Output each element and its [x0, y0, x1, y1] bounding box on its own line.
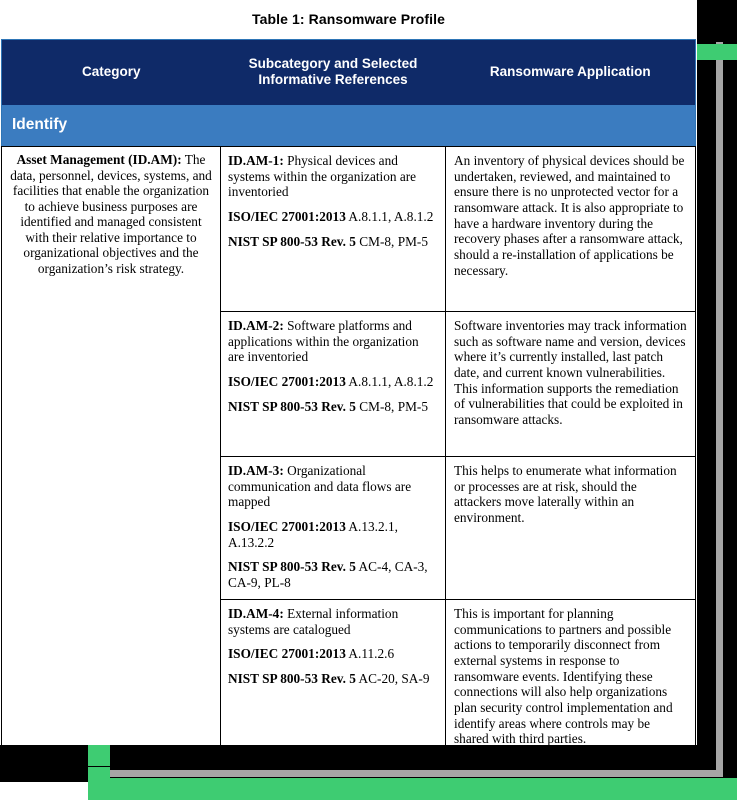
reference-standard-name: NIST SP 800-53 Rev. 5 — [228, 559, 356, 575]
subcategory-cell — [221, 147, 446, 312]
informative-reference — [228, 559, 437, 590]
column-header-subcategory-line1: Subcategory and Selected — [248, 55, 418, 71]
table-header — [2, 40, 696, 106]
informative-reference — [228, 646, 437, 662]
table-body — [2, 105, 696, 766]
table-caption: Table 1: Ransomware Profile — [251, 11, 446, 27]
informative-reference — [228, 671, 437, 687]
column-header-category: Category — [2, 40, 221, 106]
informative-reference — [228, 374, 437, 390]
subcategory-id: ID.AM-1: — [228, 153, 284, 168]
informative-reference — [228, 234, 437, 250]
column-header-subcategory-line2: Informative References — [258, 72, 408, 87]
subcategory-statement — [228, 318, 437, 365]
subcategory-statement — [228, 153, 437, 200]
subcategory-cell — [221, 457, 446, 600]
subcategory-text: Organizational communication and data flows are mapped — [228, 463, 412, 510]
reference-standard-name: ISO/IEC 27001:2013 — [228, 519, 346, 535]
category-title: Asset Management (ID.AM): — [16, 152, 182, 167]
section-label-identify: Identify — [2, 105, 696, 147]
reference-controls: A.11.2.6 — [345, 646, 395, 662]
column-header-subcategory — [221, 40, 446, 106]
subcategory-cell — [221, 312, 446, 457]
reference-standard-name: NIST SP 800-53 Rev. 5 — [228, 398, 356, 414]
subcategory-text: Physical devices and systems within the organization are inventoried — [228, 153, 417, 200]
ransomware-application-cell: Software inventories may track information such as software name and version, devices where it’s currently installed, last patch date, and current known vulnerabilities. This information supports the remediation of vulnerabilities that could be exploited in ransomware attacks. — [446, 312, 696, 457]
reference-controls: CM-8, PM-5 — [355, 398, 428, 414]
table-header-row — [2, 40, 696, 106]
subcategory-statement — [228, 463, 437, 510]
decorative-gray-shadow-vertical — [716, 42, 723, 777]
ransomware-application-cell: This helps to enumerate what information or processes are at risk, should the attackers move laterally within an environment. — [446, 457, 696, 600]
informative-reference — [228, 209, 437, 225]
subcategory-text: External information systems are catalogued — [228, 605, 399, 637]
subcategory-id: ID.AM-4: — [228, 605, 284, 621]
category-description: The data, personnel, devices, systems, and facilities that enable the organization to achieve business purposes are identified and managed consistent with their relative importance to organizational objectives and the organization’s risk strategy. — [10, 152, 212, 276]
subcategory-statement — [228, 606, 437, 637]
reference-standard-name: ISO/IEC 27001:2013 — [228, 209, 346, 225]
ransomware-application-cell: An inventory of physical devices should be undertaken, reviewed, and maintained to ensure there is no unprotected vector for a ransomware attack. It is also appropriate to have a hardware inventory during the recovery phases after a ransomware attack, should a re-installation of applications be necessary. — [446, 147, 696, 312]
reference-controls: A.8.1.1, A.8.1.2 — [345, 209, 434, 225]
subcategory-text: Software platforms and applications within the organization are inventoried — [228, 318, 419, 365]
reference-standard-name: ISO/IEC 27001:2013 — [228, 374, 346, 390]
reference-standard-name: NIST SP 800-53 Rev. 5 — [228, 233, 356, 249]
reference-standard-name: ISO/IEC 27001:2013 — [228, 646, 346, 662]
reference-controls: AC-20, SA-9 — [355, 670, 430, 686]
section-row-identify — [2, 105, 696, 147]
subcategory-id: ID.AM-3: — [228, 463, 284, 478]
informative-reference — [228, 519, 437, 550]
reference-controls: AC-4, CA-3, CA-9, PL-8 — [228, 559, 428, 591]
reference-controls: CM-8, PM-5 — [355, 233, 428, 249]
subcategory-cell — [221, 599, 446, 766]
table-row — [2, 147, 696, 312]
informative-reference — [228, 399, 437, 415]
column-header-ransomware-application: Ransomware Application — [446, 40, 696, 106]
reference-controls: A.8.1.1, A.8.1.2 — [345, 374, 434, 390]
reference-standard-name: NIST SP 800-53 Rev. 5 — [228, 670, 356, 686]
subcategory-id: ID.AM-2: — [228, 318, 284, 333]
ransomware-profile-table — [1, 39, 696, 767]
decorative-gray-shadow-horizontal — [88, 770, 723, 777]
ransomware-application-cell: This is important for planning communications to partners and possible actions to temporarily disconnect from external systems in response to ransomware events. Identifying these connections will also help organizations plan security control implementation and identify areas where controls may be shared with third parties. — [446, 599, 696, 766]
reference-controls: A.13.2.1, A.13.2.2 — [228, 519, 398, 550]
category-cell-asset-management — [2, 147, 221, 767]
